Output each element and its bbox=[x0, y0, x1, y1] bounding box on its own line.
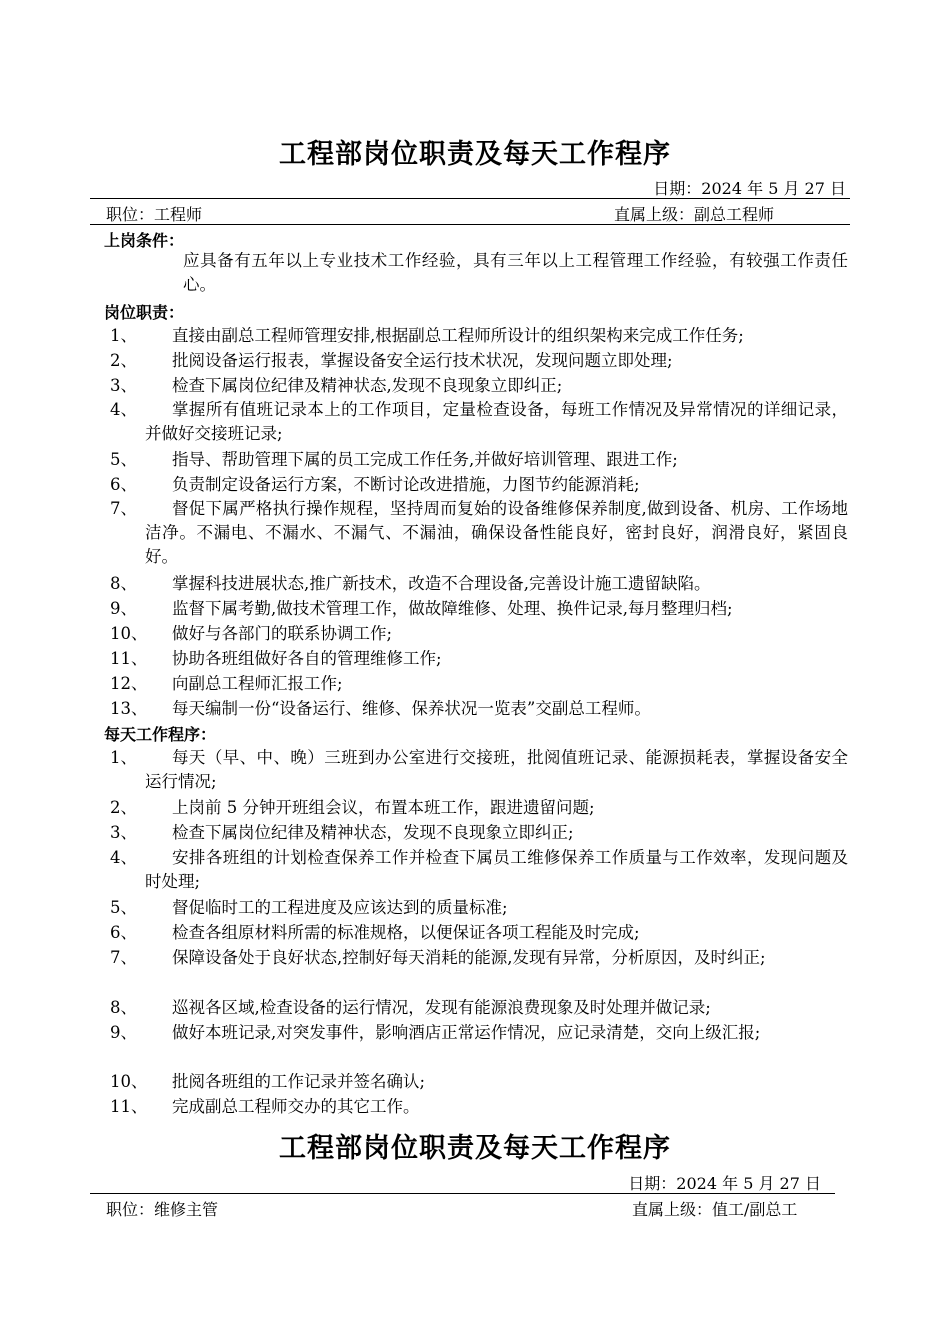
divider bbox=[90, 1193, 835, 1194]
item-text: 批阅设备运行报表，掌握设备安全运行技术状况，发现问题立即处理; bbox=[172, 351, 673, 370]
item-number: 2、 bbox=[110, 798, 137, 817]
date-line: 日期：2024 年 5 月 27 日 bbox=[653, 179, 846, 198]
document-title: 工程部岗位职责及每天工作程序 bbox=[279, 1133, 671, 1164]
duty-item bbox=[110, 497, 848, 569]
item-text: 向副总工程师汇报工作; bbox=[172, 674, 343, 693]
item-number: 3、 bbox=[110, 376, 137, 395]
duty-item bbox=[110, 622, 848, 646]
item-number: 11、 bbox=[110, 649, 148, 668]
duty-item bbox=[110, 572, 848, 596]
item-text: 巡视各区域,检查设备的运行情况，发现有能源浪费现象及时处理并做记录; bbox=[172, 998, 711, 1017]
item-text: 做好与各部门的联系协调工作; bbox=[172, 624, 393, 643]
item-text: 每天编制一份“设备运行、维修、保养状况一览表”交副总工程师。 bbox=[172, 699, 651, 718]
qualification-text: 应具备有五年以上专业技术工作经验，具有三年以上工程管理工作经验，有较强工作责任心。 bbox=[183, 251, 848, 294]
item-text: 指导、帮助管理下属的员工完成工作任务,并做好培训管理、跟进工作; bbox=[172, 450, 678, 469]
duty-item bbox=[110, 597, 848, 621]
item-text: 检查各组原材料所需的标准规格，以便保证各项工程能及时完成; bbox=[172, 923, 640, 942]
item-number: 6、 bbox=[110, 923, 137, 942]
daily-heading: 每天工作程序： bbox=[104, 725, 217, 744]
item-text: 安排各班组的计划检查保养工作并检查下属员工维修保养工作质量与工作效率，发现问题及时处理; bbox=[145, 848, 848, 891]
daily-item bbox=[110, 946, 848, 970]
divider bbox=[90, 224, 850, 225]
item-number: 5、 bbox=[110, 898, 137, 917]
duties-heading: 岗位职责： bbox=[104, 303, 185, 322]
item-number: 9、 bbox=[110, 1023, 137, 1042]
duty-item bbox=[110, 374, 848, 398]
item-text: 监督下属考勤,做技术管理工作，做故障维修、处理、换件记录,每月整理归档; bbox=[172, 599, 733, 618]
duty-item bbox=[110, 647, 848, 671]
item-number: 12、 bbox=[110, 674, 148, 693]
item-number: 13、 bbox=[110, 699, 148, 718]
duty-item bbox=[110, 697, 848, 721]
item-number: 2、 bbox=[110, 351, 137, 370]
item-text: 做好本班记录,对突发事件，影响酒店正常运作情况，应记录清楚，交向上级汇报; bbox=[172, 1023, 761, 1042]
item-text: 负责制定设备运行方案，不断讨论改进措施，力图节约能源消耗; bbox=[172, 475, 640, 494]
item-text: 掌握所有值班记录本上的工作项目，定量检查设备，每班工作情况及异常情况的详细记录，并做好交接班记录; bbox=[145, 400, 848, 443]
item-text: 检查下属岗位纪律及精神状态，发现不良现象立即纠正; bbox=[172, 823, 574, 842]
item-number: 8、 bbox=[110, 998, 137, 1017]
item-text: 保障设备处于良好状态,控制好每天消耗的能源,发现有异常，分析原因，及时纠正; bbox=[172, 948, 766, 967]
daily-item bbox=[110, 996, 848, 1020]
item-text: 协助各班组做好各自的管理维修工作; bbox=[172, 649, 442, 668]
item-text: 督促下属严格执行操作规程，坚持周而复始的设备维修保养制度,做到设备、机房、工作场地洁净。不漏电、不漏水、不漏气、不漏油，确保设备性能良好，密封良好，润滑良好，紧固良好。 bbox=[145, 499, 848, 566]
superior-label: 直属上级：值工/副总工 bbox=[632, 1200, 798, 1219]
item-number: 10、 bbox=[110, 1072, 148, 1091]
duty-item bbox=[110, 349, 848, 373]
daily-item bbox=[110, 1095, 848, 1119]
item-text: 掌握科技进展状态,推广新技术，改造不合理设备,完善设计施工遗留缺陷。 bbox=[172, 574, 711, 593]
item-text: 直接由副总工程师管理安排,根据副总工程师所设计的组织架构来完成工作任务; bbox=[172, 326, 744, 345]
daily-item bbox=[110, 921, 848, 945]
item-number: 1、 bbox=[110, 748, 137, 767]
item-number: 4、 bbox=[110, 400, 137, 419]
daily-item bbox=[110, 896, 848, 920]
daily-item bbox=[110, 746, 848, 794]
item-text: 每天（早、中、晚）三班到办公室进行交接班，批阅值班记录、能源损耗表，掌握设备安全运行情况; bbox=[145, 748, 848, 791]
daily-item bbox=[110, 796, 848, 820]
item-text: 上岗前 5 分钟开班组会议，布置本班工作，跟进遗留问题; bbox=[172, 798, 595, 817]
daily-item bbox=[110, 1070, 848, 1094]
duty-item bbox=[110, 473, 848, 497]
item-number: 9、 bbox=[110, 599, 137, 618]
item-text: 督促临时工的工程进度及应该达到的质量标准; bbox=[172, 898, 508, 917]
item-number: 10、 bbox=[110, 624, 148, 643]
duty-item bbox=[110, 448, 848, 472]
divider bbox=[90, 198, 850, 199]
daily-item bbox=[110, 1021, 848, 1045]
item-text: 批阅各班组的工作记录并签名确认; bbox=[172, 1072, 426, 1091]
item-number: 4、 bbox=[110, 848, 137, 867]
duty-item bbox=[110, 324, 848, 348]
item-number: 1、 bbox=[110, 326, 137, 345]
duty-item bbox=[110, 398, 848, 446]
superior-label: 直属上级：副总工程师 bbox=[614, 205, 775, 224]
item-number: 5、 bbox=[110, 450, 137, 469]
daily-item bbox=[110, 846, 848, 894]
position-label: 职位：工程师 bbox=[106, 205, 203, 224]
item-text: 完成副总工程师交办的其它工作。 bbox=[172, 1097, 420, 1116]
qualification-heading: 上岗条件： bbox=[104, 231, 185, 250]
date-line: 日期：2024 年 5 月 27 日 bbox=[628, 1174, 821, 1193]
daily-item bbox=[110, 821, 848, 845]
duty-item bbox=[110, 672, 848, 696]
item-text: 检查下属岗位纪律及精神状态,发现不良现象立即纠正; bbox=[172, 376, 563, 395]
item-number: 11、 bbox=[110, 1097, 148, 1116]
item-number: 7、 bbox=[110, 499, 137, 518]
item-number: 6、 bbox=[110, 475, 137, 494]
document-title: 工程部岗位职责及每天工作程序 bbox=[279, 139, 671, 170]
position-label: 职位：维修主管 bbox=[106, 1200, 219, 1219]
item-number: 7、 bbox=[110, 948, 137, 967]
item-number: 8、 bbox=[110, 574, 137, 593]
item-number: 3、 bbox=[110, 823, 137, 842]
